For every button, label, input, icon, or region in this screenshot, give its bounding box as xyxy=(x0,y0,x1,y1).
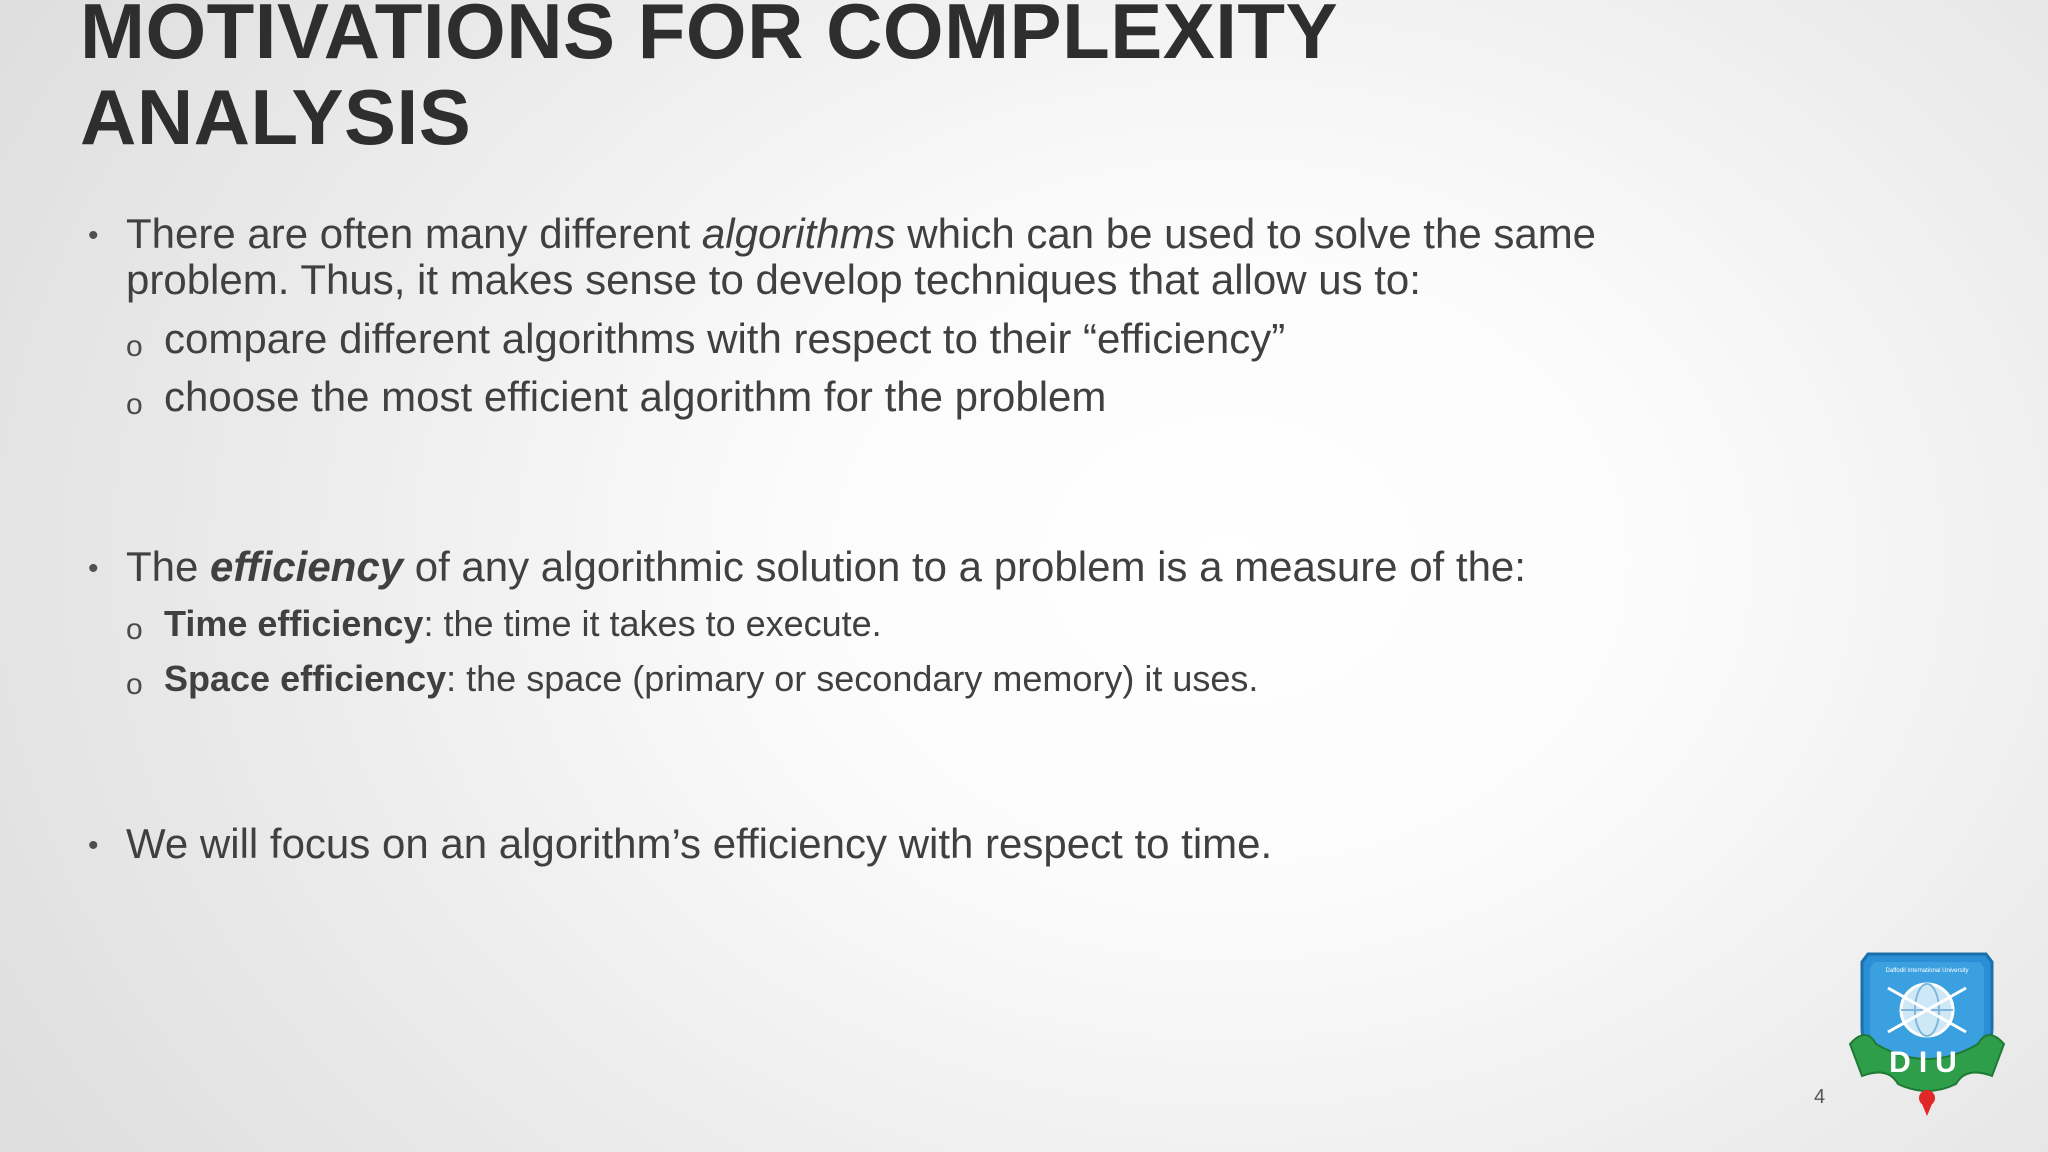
sub-bullet-marker: o xyxy=(126,388,143,421)
bullet-item-1 xyxy=(88,210,1686,303)
bullet-item-2 xyxy=(88,543,1686,590)
bullet-3-line: We will focus on an algorithm’s efficiency with respect to time. xyxy=(126,820,1273,867)
slide-title-line-1: MOTIVATIONS FOR COMPLEXITY xyxy=(80,0,1339,75)
sub-bullet-text: compare different algorithms with respect to their “efficiency” xyxy=(164,315,1286,362)
sub-bullet-marker: o xyxy=(126,668,143,701)
sub-bullet-bold-term: Time efficiency xyxy=(164,603,424,644)
bullet-1-line-1: There are often many different algorithms which can be used to solve the same xyxy=(126,210,1597,257)
sub-bullet-1-2 xyxy=(126,373,1664,421)
sub-bullet-1-1 xyxy=(126,315,1664,363)
bullet-2-line: The efficiency of any algorithmic solution to a problem is a measure of the: xyxy=(126,543,1526,590)
bullet-marker: • xyxy=(88,219,99,252)
logo-accent-dot xyxy=(1919,1090,1935,1106)
sub-bullet-marker: o xyxy=(126,613,143,646)
logo-arc-text: Daffodil International University xyxy=(1885,968,1969,974)
sub-bullet-marker: o xyxy=(126,330,143,363)
bullet-1-line-2: problem. Thus, it makes sense to develop techniques that allow us to: xyxy=(126,256,1421,303)
sub-bullet-text: choose the most efficient algorithm for the problem xyxy=(164,373,1107,420)
sub-bullet-2-2 xyxy=(126,658,1664,701)
logo-text: DIU xyxy=(1889,1046,1965,1079)
italic-term-algorithms: algorithms xyxy=(701,210,896,257)
slide-title-line-2: ANALYSIS xyxy=(80,73,472,161)
bullet-marker: • xyxy=(88,552,99,585)
emphasis-efficiency: efficiency xyxy=(210,543,404,590)
page-number: 4 xyxy=(1814,1086,1826,1108)
bullet-item-3 xyxy=(88,820,1686,867)
sub-bullet-2-1 xyxy=(126,603,1664,646)
bullet-marker: • xyxy=(88,829,99,862)
sub-bullet-text: : the space (primary or secondary memory) it uses. xyxy=(446,658,1259,699)
university-crest-icon xyxy=(1846,948,2008,1118)
sub-bullet-bold-term: Space efficiency xyxy=(164,658,447,699)
sub-bullet-text: : the time it takes to execute. xyxy=(423,603,882,644)
